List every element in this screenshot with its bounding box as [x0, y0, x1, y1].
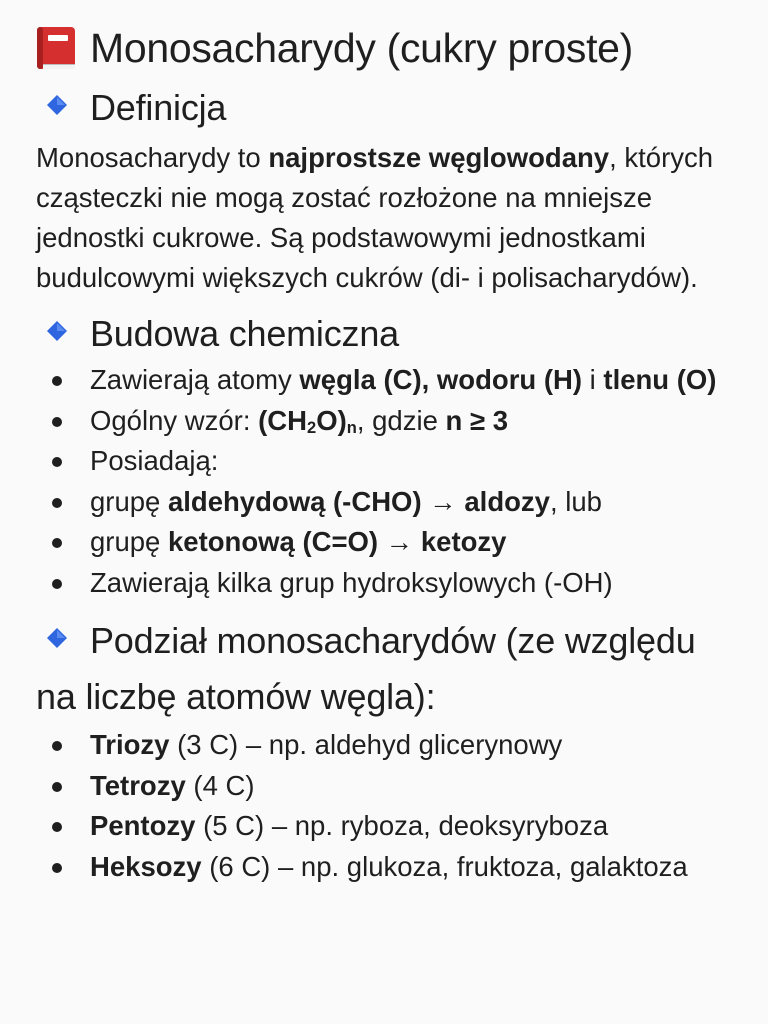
text-run: i — [582, 364, 604, 395]
bold-text: Heksozy — [90, 850, 202, 882]
list-item — [36, 360, 732, 401]
text-run: Zawierają atomy — [90, 364, 300, 395]
bold-text: n ≥ 3 — [445, 404, 508, 436]
section-heading-text: Podział monosacharydów (ze względu na liczbę atomów węgla): — [36, 620, 696, 717]
section-heading-structure — [36, 304, 732, 360]
blue-diamond-icon — [46, 78, 68, 100]
bullet-dot — [52, 579, 62, 589]
bullet-dot — [52, 538, 62, 548]
blue-diamond-icon — [46, 304, 68, 326]
list-item — [36, 847, 732, 888]
bold-text: aldozy — [464, 485, 550, 517]
bold-text: ketonową (C=O) — [167, 526, 379, 557]
section-heading-text: Definicja — [90, 87, 227, 128]
text-run: grupę — [90, 526, 168, 557]
list-item — [36, 563, 732, 604]
bullet-dot — [52, 417, 62, 427]
section-heading-division — [36, 609, 732, 725]
division-list — [36, 725, 732, 887]
bullet-dot — [52, 376, 62, 386]
formula — [258, 405, 357, 436]
text-run: , lub — [549, 485, 602, 517]
text-run: (6 C) – np. glukoza, fruktoza, galaktoza — [201, 850, 688, 882]
text-run: Ogólny wzór: — [90, 404, 259, 436]
text-run: (5 C) – np. ryboza, deoksyryboza — [195, 810, 609, 841]
text-run: Monosacharydy to — [36, 142, 269, 173]
list-item — [36, 766, 732, 807]
bold-text: Pentozy — [90, 810, 196, 841]
text-run: Zawierają kilka grup hydroksylowych (-OH) — [90, 566, 613, 598]
list-item — [36, 441, 732, 482]
bold-text: Tetrozy — [90, 769, 186, 801]
bold-text: aldehydową (-CHO) — [167, 485, 422, 517]
section-heading-definition — [36, 78, 732, 134]
page-title-text: Monosacharydy (cukry proste) — [90, 25, 634, 71]
bullet-dot — [52, 741, 62, 751]
page-title — [36, 18, 732, 78]
text-run: (3 C) – np. aldehyd glicerynowy — [169, 729, 563, 760]
bullet-dot — [52, 498, 62, 508]
definition-paragraph — [36, 138, 726, 298]
text-run: , których cząsteczki nie mogą zostać rozłożone na mniejsze jednostki cukrowe. Są podstawowymi jednostkami budulcowymi większych cukrów (di- i polisacharydów). — [36, 142, 714, 293]
bold-text: najprostsze węglowodany — [268, 142, 610, 173]
text-run: , gdzie — [356, 404, 446, 436]
text-run: → — [421, 485, 465, 517]
bullet-dot — [52, 863, 62, 873]
formula-subscript: 2 — [307, 418, 317, 437]
structure-list — [36, 360, 732, 603]
list-item — [36, 725, 732, 766]
bold-text: ketozy — [420, 526, 507, 557]
list-item — [36, 806, 732, 847]
bold-text: Triozy — [90, 729, 170, 760]
text-run: (4 C) — [185, 769, 255, 801]
bullet-dot — [52, 782, 62, 792]
bold-text: węgla (C), wodoru (H) — [299, 364, 583, 395]
text-run: grupę — [90, 485, 168, 517]
blue-diamond-icon — [46, 609, 68, 631]
formula-part: (CH — [258, 404, 308, 436]
formula-subscript: n — [346, 418, 357, 437]
formula-part: O) — [316, 404, 347, 436]
list-item — [36, 401, 732, 442]
text-run: → — [378, 526, 421, 557]
bullet-dot — [52, 822, 62, 832]
section-heading-text: Budowa chemiczna — [90, 313, 399, 354]
bold-text: tlenu (O) — [603, 364, 717, 395]
list-item — [36, 482, 732, 523]
list-item — [36, 522, 732, 563]
text-run: Posiadają: — [90, 445, 219, 476]
bullet-dot — [52, 457, 62, 467]
red-book-icon — [36, 26, 76, 70]
